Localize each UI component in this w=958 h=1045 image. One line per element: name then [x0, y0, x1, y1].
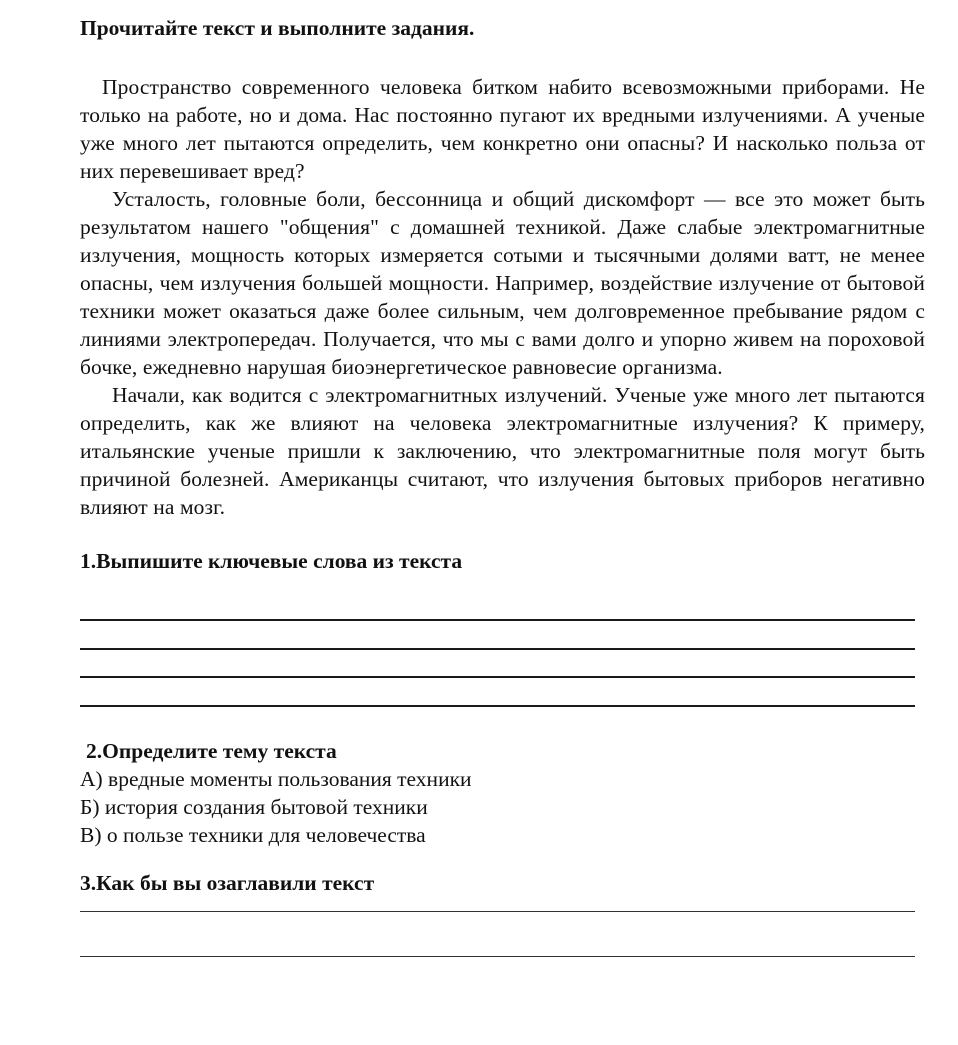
text-paragraph-2: Усталость, головные боли, бессонница и общий дискомфорт — все это может быть результатом нашего "общения" с домашней техникой. Даже слабые электромагнитные излучения, мощность которых измеряется сотыми и тысячными долями ватт, не менее опасны, чем излучения большей мощности. Например, воздействие излучение от бытовой техники может оказаться даже более сильным, чем долговременное пребывание рядом с линиями электропередач. Получается, что мы с вами долго и упорно живем на пороховой бочке, ежедневно нарушая биоэнергетическое равновесие организма. [80, 187, 925, 379]
task-3-prompt: 3.Как бы вы озаглавили текст [80, 870, 375, 895]
text-paragraph-3: Начали, как водится с электромагнитных излучений. Ученые уже много лет пытаются определить, как же влияют на человека электромагнитные излучения? К примеру, итальянские ученые пришли к заключению, что электромагнитные поля могут быть причиной болезней. Американцы считают, что излучения бытовых приборов негативно влияют на мозг. [80, 383, 925, 519]
task-2-option-b[interactable]: Б) история создания бытовой техники [80, 794, 428, 819]
answer-line[interactable] [80, 619, 915, 621]
answer-line[interactable] [80, 676, 915, 678]
answer-line[interactable] [80, 956, 915, 957]
answer-line[interactable] [80, 705, 915, 707]
task-2-options [80, 765, 925, 849]
task-2-prompt: 2.Определите тему текста [86, 738, 337, 763]
answer-line[interactable] [80, 648, 915, 650]
task-3-answer-lines [80, 911, 915, 957]
worksheet-title: Прочитайте текст и выполните задания. [80, 16, 475, 40]
worksheet [80, 14, 925, 1001]
task-2-option-a[interactable]: А) вредные моменты пользования техники [80, 766, 472, 791]
answer-line[interactable] [80, 911, 915, 912]
task-2-option-c[interactable]: В) о пользе техники для человечества [80, 822, 426, 847]
task-1-answer-lines [80, 619, 915, 707]
task-1-prompt: 1.Выпишите ключевые слова из текста [80, 549, 463, 573]
text-paragraph-1: Пространство современного человека битком набито всевозможными приборами. Не только на работе, но и дома. Нас постоянно пугают их вредными излучениями. А ученые уже много лет пытаются определить, чем конкретно они опасны? И насколько польза от них перевешивает вред? [80, 75, 925, 183]
